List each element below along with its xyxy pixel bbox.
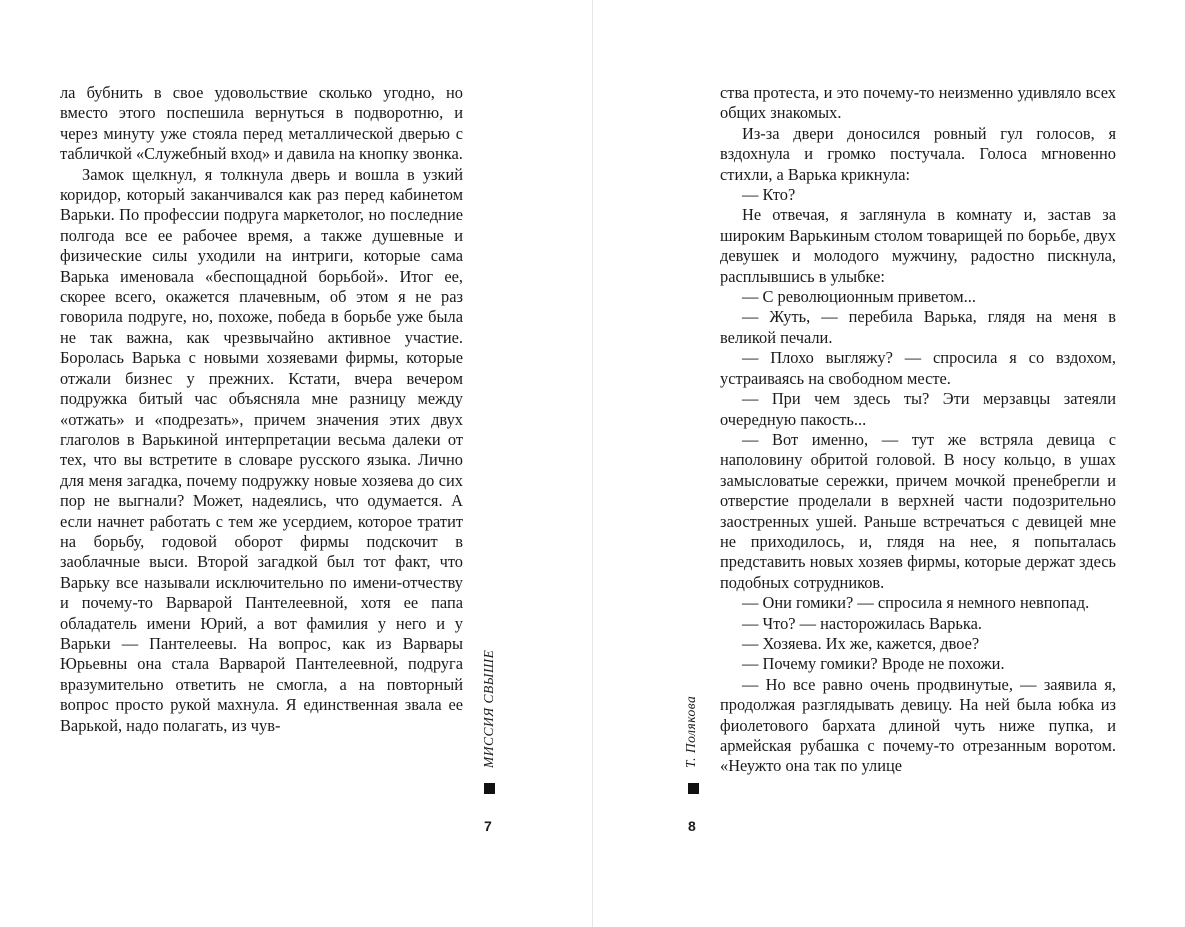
paragraph: — Что? — насторожилась Варька. (742, 613, 982, 633)
paragraph: — С революционным приветом... (742, 287, 976, 307)
paragraph: ла бубнить в свое удовольствие сколько угодно, но вместо этого поспешила вернуться в подворотню, и через минуту уже стояла перед металлической дверью с табличкой «Служебный вход» и давила на кнопку звонка. (60, 83, 463, 164)
paragraph: — Почему гомики? Вроде не похожи. (742, 654, 1005, 674)
running-head-author: Т. Полякова (683, 695, 698, 768)
right-page (593, 0, 1185, 927)
paragraph: — Кто? (742, 185, 796, 205)
left-page (0, 0, 592, 927)
square-marker-icon (688, 783, 699, 794)
paragraph: Из-за двери доносился ровный гул голосов, я вздохнула и громко постучала. Голоса мгновенно стихли, а Варька крикнула: (720, 123, 1116, 184)
paragraph: — Вот именно, — тут же встряла девица с наполовину обритой головой. В носу кольцо, в ушах замысловатые сережки, причем мочкой пренебрегли и отверстие проделали в верхней части подозрительно заостренных ушей. Раньше встречаться с девицей мне не приходилось, и, глядя на нее, я попыталась представить новых хозяев фирмы, которые держат здесь подобных сотрудников. (720, 429, 1116, 592)
paragraph: Замок щелкнул, я толкнула дверь и вошла в узкий коридор, который заканчивался как раз перед кабинетом Варьки. По профессии подруга маркетолог, но последние полгода все ее рабочее время, а также душевные и физические силы уходили на интриги, которые сама Варька именовала «беспощадной борьбой». Итог ее, скорее всего, окажется плачевным, об этом я не раз говорила подруге, но, похоже, победа в борьбе уже была не так важна, как чрезвычайно активное участие. Боролась Варька с новыми хозяевами фирмы, которые отжали бизнес у прежних. Кстати, вчера вечером подружка битый час объясняла мне разницу между «отжать» и «подрезать», причем значения этих двух глаголов в Варькиной интерпретации весьма далеки от тех, что вы встретите в словаре русского языка. Лично для меня загадка, почему подружку новые хозяева до сих пор не выгнали? Может, надеялись, что одумается. А если начнет работать с тем же усердием, которое тратит на борьбу, годовой оборот фирмы подскочит в заоблачные выси. Второй загадкой был тот факт, что Варьку все называли исключительно по имени-отчеству и почему-то Варварой Пантелеевной, хотя ее папа обладатель имени Юрий, а вот фамилия у него и у Варьки — Пантелеевы. На вопрос, как из Варвары Юрьевны она стала Варварой Пантелеевной, подруга вразумительно ответить не смогла, а на повторный вопрос просто рукой махнула. Я единственная звала ее Варькой, надо полагать, из чув- (60, 164, 463, 735)
paragraph: — Но все равно очень продвинутые, — заявила я, продолжая разглядывать девицу. На ней была юбка из фиолетового бархата длиной чуть ниже пупка, и армейская рубашка с почему-то отрезанным воротом. «Неужто она так по улице (720, 674, 1116, 776)
square-marker-icon (484, 783, 495, 794)
left-page-text (60, 83, 463, 736)
paragraph: — При чем здесь ты? Эти мерзавцы затеяли очередную пакость... (720, 389, 1116, 429)
paragraph: — Жуть, — перебила Варька, глядя на меня в великой печали. (720, 307, 1116, 347)
running-head-title: МИССИЯ СВЫШЕ (481, 649, 496, 768)
paragraph: Не отвечая, я заглянула в комнату и, застав за широким Варькиным столом товарищей по борьбе, двух девушек и молодого мужчину, радостно пискнула, расплывшись в улыбке: (720, 205, 1116, 286)
paragraph: — Хозяева. Их же, кажется, двое? (742, 633, 980, 653)
page-number: 7 (484, 818, 492, 834)
paragraph: — Они гомики? — спросила я немного невпопад. (742, 593, 1090, 613)
paragraph: ства протеста, и это почему-то неизменно удивляло всех общих знакомых. (720, 83, 1116, 123)
right-page-text (720, 83, 1116, 777)
paragraph: — Плохо выгляжу? — спросила я со вздохом, устраиваясь на свободном месте. (720, 348, 1116, 388)
page-number: 8 (688, 818, 696, 834)
